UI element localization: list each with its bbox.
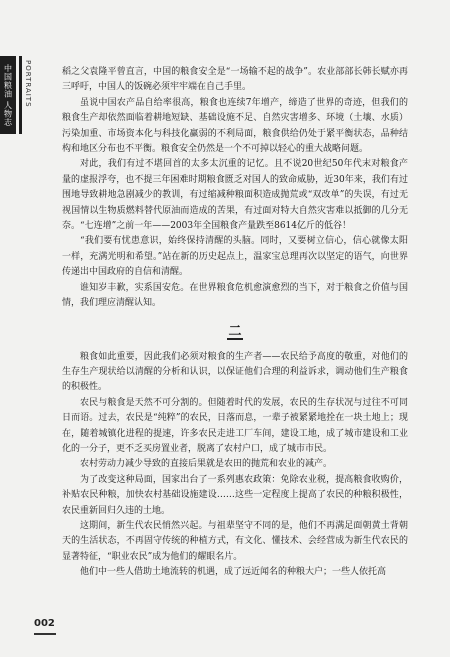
sidebar-column-tab <box>0 56 16 134</box>
paragraph-6: 粮食如此重要，因此我们必须对粮食的生产者——农民给予高度的敬重，对他们的生存生产现状给以清醒的分析和认识，以保证他们合理的利益诉求，调动他们生产粮食的积极性。 <box>62 351 408 393</box>
sidebar-divider <box>19 56 22 134</box>
section-number: 二 <box>228 323 242 339</box>
paragraph-10: 这期间，新生代农民悄然兴起。与祖辈坚守不同的是，他们不再满足面朝黄土背朝天的生活状态，不再固守传统的种植方式，有文化、懂技术、会经营成为新生代农民的显著特征，“职业农民”成为他们的耀眼名片。 <box>62 520 408 562</box>
paragraph-4: “我们要有忧患意识，始终保持清醒的头脑。同时，又要树立信心，信心就像太阳一样，充满光明和希望。”站在新的历史起点上，温家宝总理再次以坚定的语气，向世界传递出中国政府的自信和清醒。 <box>62 236 408 278</box>
sidebar-subtitle: PORTRAITS <box>24 60 32 108</box>
page-number: 002 <box>34 618 55 629</box>
paragraph-2: 虽说中国农产品自给率很高，粮食也连续7年增产，缔造了世界的奇迹，但我们的粮食生产却依然面临着耕地短缺、基础设施不足、自然灾害增多、环境（土壤、水质）污染加重、市场资本化与科技化赢弱的不利局面，粮食供给仍处于紧平衡状态，品种结构和地区分布也不平衡。粮食安全仍然是一个不可掉以轻心的重大战略问题。 <box>62 97 408 155</box>
page-number-underline <box>34 633 56 635</box>
paragraph-8: 农村劳动力减少导致的直接后果就是农田的抛荒和农业的减产。 <box>80 459 333 470</box>
paragraph-11: 他们中一些人借助土地流转的机遇，成了远近闻名的种粮大户；一些人依托高 <box>80 567 387 578</box>
article-body <box>62 65 408 581</box>
paragraph-7: 农民与粮食是天然不可分割的。但随着时代的发展，农民的生存状况与过往不可同日而语。过去，农民是“纯粹”的农民，日落而息，一辈子被紧紧地拴在一块土地上；现在，随着城镇化进程的提速，许多农民走进工厂车间，建设工地，成了城市建设和工业化的一分子，更不乏买房置业者，脱离了农村户口，成了城市市民。 <box>62 397 408 454</box>
paragraph-5: 谁知岁丰歉，实系国安危。在世界粮食危机愈演愈烈的当下，对于粮食之价值与国情，我们理应清醒认知。 <box>62 282 408 309</box>
section-heading <box>62 314 408 350</box>
paragraph-3: 对此，我们有过不堪回首的太多太沉重的记忆。且不说20世纪50年代末对粮食产量的虚报浮夸，也不提三年困难时期粮食匮乏对国人的致命威胁，近30年来，我们有过围地导致耕地急剧减少的教训，有过缩减种粮面积造成抛荒或“双改单”的失误，有过无视国情以生物质燃料替代原油而造成的苦果，有过面对特大自然灾害难以抵御的几分无奈。“七连增”之前一年——2003年全国粮食产量跌至8614亿斤的低谷！ <box>62 159 408 232</box>
paragraph-9: 为了改变这种局面，国家出台了一系列惠农政策：免除农业税，提高粮食收购价，补贴农民种粮，加快农村基础设施建设……这些一定程度上提高了农民的种粮积极性，农民重新回归久违的土地。 <box>62 474 408 516</box>
paragraph-1: 稻之父袁隆平曾直言，中国的粮食安全是“一场输不起的战争”。农业部部长韩长赋亦再三呼吁，中国人的饭碗必须牢牢端在自己手里。 <box>62 67 408 93</box>
sidebar-title: 中国粮油 人物志 <box>3 63 13 127</box>
